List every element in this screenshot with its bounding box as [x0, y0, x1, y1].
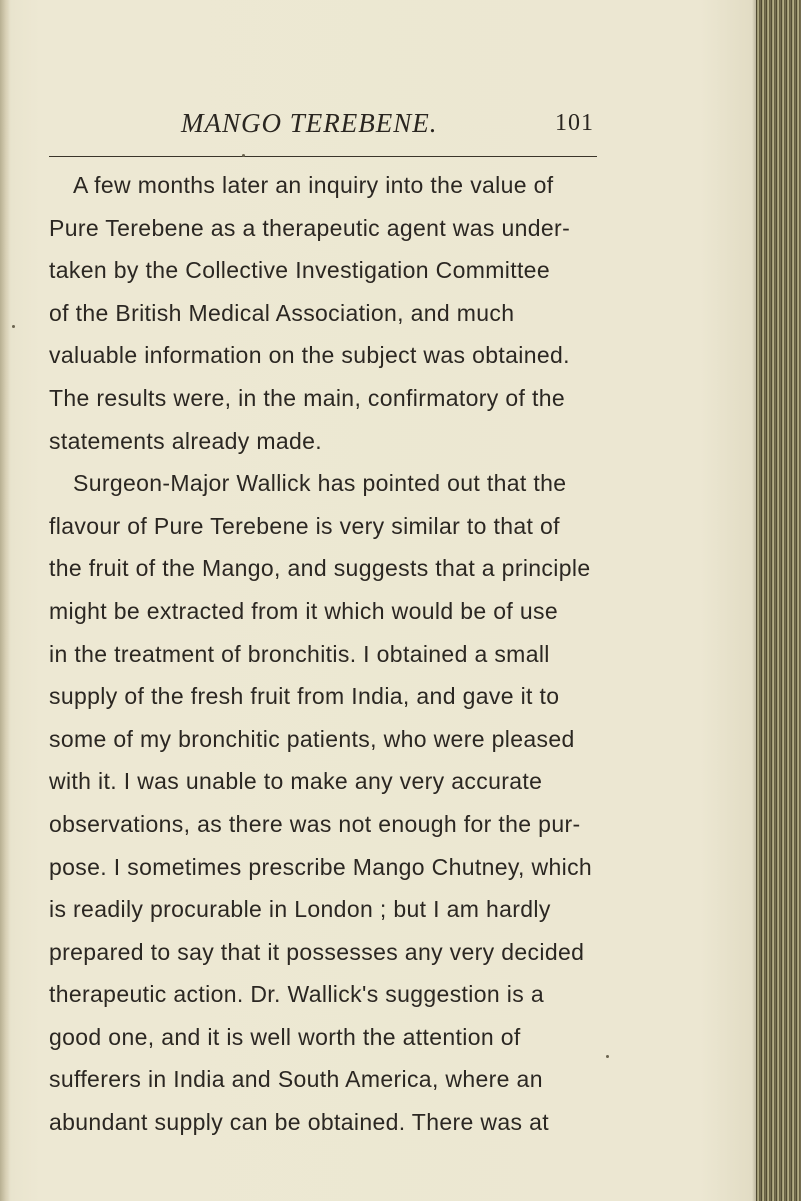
text-line-12: in the treatment of bronchitis. I obtained a small [49, 640, 550, 667]
text-line-19: prepared to say that it possesses any very decided [49, 938, 585, 965]
text-line-18: is readily procurable in London ; but I am hardly [49, 896, 551, 923]
print-fleck [12, 325, 15, 328]
text-line-3: taken by the Collective Investigation Committee [49, 257, 550, 284]
text-line-6: The results were, in the main, confirmatory of the [49, 384, 566, 411]
text-line-9: flavour of Pure Terebene is very similar to that of [49, 512, 560, 539]
text-line-23: abundant supply can be obtained. There was at [49, 1109, 549, 1136]
text-line-22: sufferers in India and South America, where an [49, 1066, 543, 1093]
text-line-13: supply of the fresh fruit from India, and gave it to [49, 683, 560, 710]
text-line-8: Surgeon-Major Wallick has pointed out that the [73, 470, 567, 497]
text-line-1: A few months later an inquiry into the value of [73, 172, 554, 198]
text-line-4: of the British Medical Association, and much [49, 299, 515, 326]
page-gutter-shadow [0, 0, 10, 1201]
text-line-10: the fruit of the Mango, and suggests that a principle [49, 555, 591, 582]
body-text [49, 164, 609, 1144]
text-line-17: pose. I sometimes prescribe Mango Chutney, which [49, 853, 593, 880]
book-fore-edge [756, 0, 801, 1201]
text-line-15: with it. I was unable to make any very accurate [49, 768, 543, 795]
text-line-16: observations, as there was not enough for the pur- [49, 810, 581, 837]
text-line-5: valuable information on the subject was obtained. [49, 342, 570, 369]
header-rule [49, 156, 597, 157]
text-line-7: statements already made. [49, 427, 323, 454]
page-number: 101 [555, 110, 594, 136]
text-line-20: therapeutic action. Dr. Wallick's suggestion is a [49, 981, 544, 1008]
print-fleck [242, 154, 245, 157]
text-line-21: good one, and it is well worth the attention of [49, 1023, 521, 1050]
running-head [49, 108, 599, 148]
text-line-2: Pure Terebene as a therapeutic agent was under- [49, 214, 571, 241]
text-line-11: might be extracted from it which would be of use [49, 597, 558, 624]
text-line-14: some of my bronchitic patients, who were pleased [49, 725, 575, 752]
running-head-title: MANGO TEREBENE. [181, 108, 438, 138]
